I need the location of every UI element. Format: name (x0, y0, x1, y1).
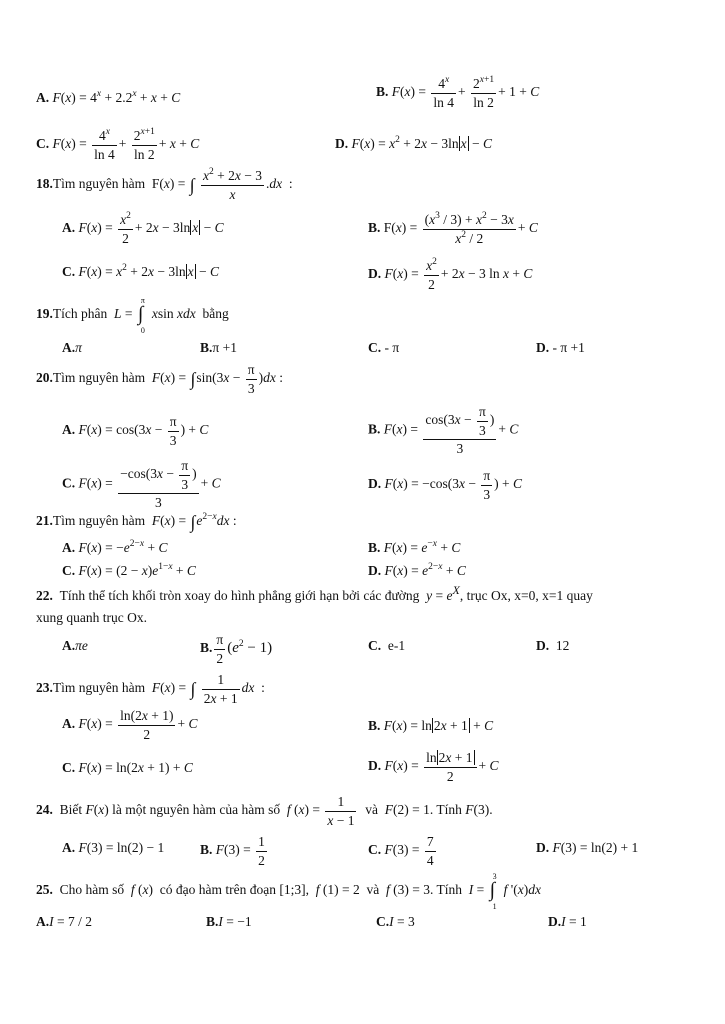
question-number: 24. (36, 802, 53, 818)
q23-option-c[interactable]: C. F(x) = ln(2x + 1) + C (62, 760, 193, 775)
q19-option-b[interactable] (200, 340, 237, 356)
option-text: πe (75, 638, 88, 653)
q20-option-b[interactable]: B. F(x) = cos(3x − $\frac{\pi}{3}$ ) 3 + C (368, 404, 519, 457)
q19-option-d[interactable] (536, 340, 585, 356)
option-label: B. (200, 640, 213, 656)
option-label: B. (200, 842, 213, 858)
question-text: Tính thể tích khối tròn xoay do hình phẳng giới hạn bởi các đường (59, 588, 420, 603)
q24-option-a[interactable]: A. F(3) = ln(2) − 1 (62, 840, 165, 855)
option-label: D. (335, 136, 349, 151)
option-label: B. (200, 340, 213, 355)
integral-symbol: 3 ∫ 1 (489, 872, 497, 911)
option-label: A. (62, 840, 76, 855)
option-label: C. (62, 475, 76, 491)
q20-option-d[interactable]: D. F(x) = −cos(3x − $\frac{\pi}{3}$ ) + C (368, 468, 523, 502)
question-text: Tìm nguyên hàm (52, 513, 146, 528)
q23-option-d[interactable]: D. F(x) = $\frac{\ln 2x + 1}{2}$ + C (368, 750, 499, 784)
question-text-cont: và (366, 882, 380, 898)
question-number: 18. (36, 176, 53, 192)
option-label: C. (368, 842, 382, 858)
option-label: B. (376, 84, 389, 100)
option-label: D. (368, 476, 382, 492)
question-text: Tìm nguyên hàm (52, 370, 146, 386)
option-text: 12 (555, 638, 570, 653)
q17-option-d[interactable]: D. $F(x) = x^2 + 2x - 3\ln$ x − C (335, 135, 492, 151)
option-label: C. (62, 264, 76, 279)
option-label: D. (368, 266, 382, 282)
option-label: A. (62, 340, 76, 355)
q18-option-b[interactable]: B. F(x) = $\frac{(x^3 / 3) + x^2 - 3x}{x^2 / 2}$ + C (368, 211, 538, 246)
q24-option-d[interactable]: D. F(3) = ln(2) + 1 (536, 840, 639, 855)
option-text: - π +1 (552, 340, 585, 355)
q21-option-b[interactable]: B. $F(x) = e^{-x} + C$ (368, 539, 461, 555)
q24-option-b[interactable]: B. F(3) = $\frac{1}{2}$ (200, 834, 265, 868)
option-label: C. (62, 563, 76, 578)
option-label: D. (536, 840, 550, 855)
q20-option-c[interactable]: C. F(x) = −cos(3x − $\frac{\pi}{3}$ ) 3 + C (62, 458, 221, 511)
option-label: C. (376, 914, 390, 929)
q20-option-a[interactable]: A. F(x) = cos(3x − $\frac{\pi}{3}$ ) + C (62, 414, 209, 448)
q21-option-c[interactable]: C. $F(x) = (2 - x)e^{1-x} + C$ (62, 562, 196, 578)
question-text: Cho hàm số (59, 882, 125, 898)
integral-symbol: π ∫ 0 (137, 296, 145, 335)
question-text-cont: có đạo hàm trên đoạn [1;3], (159, 882, 309, 898)
option-label: D. (368, 563, 382, 578)
q25-option-b[interactable]: B.I = −1 (206, 914, 252, 929)
q25-option-c[interactable]: C.I = 3 (376, 914, 415, 929)
q17-option-c[interactable]: C. F(x) = $\frac{4^x}{\ln 4}$ + $\frac{2^{x+1}}{\ln 2}$ + x + C (36, 127, 200, 162)
option-label: A. (36, 914, 50, 929)
q21-option-a[interactable]: A. $F(x) = -e^{2-x} + C$ (62, 539, 168, 555)
option-text: π (75, 340, 82, 355)
q18-option-d[interactable]: D. F(x) = $\frac{x^2}{2}$ + 2x − 3 ln x + C (368, 257, 533, 292)
question-number: 25. (36, 882, 53, 898)
option-label: C. (62, 760, 76, 775)
q22-option-c[interactable] (368, 638, 405, 654)
option-label: B. (368, 718, 381, 733)
q23-option-a[interactable]: A. F(x) = $\frac{\ln(2x + 1)}{2}$ + C (62, 708, 198, 742)
option-label: D. (536, 638, 550, 653)
question-text-cont: . Tính (429, 882, 462, 898)
option-label: A. (62, 422, 76, 438)
question-text-cont: là một nguyên hàm của hàm số (112, 802, 281, 818)
q17-option-b[interactable]: B. F(x) = $\frac{4^x}{\ln 4}$ + $\frac{2^{x+1}}{\ln 2}$ + 1 + C (376, 75, 540, 110)
option-label: B. (368, 421, 381, 437)
question-text: Tìm nguyên hàm (52, 680, 146, 696)
option-label: D. (536, 340, 550, 355)
question-number: 23. (36, 680, 53, 696)
q22-option-b[interactable]: B. $\frac{\pi}{2}$ $(e^2 - 1)$ (200, 632, 273, 666)
option-text: π +1 (212, 340, 237, 355)
question-text-cont: , trục Ox, x=0, x=1 quay (459, 588, 593, 603)
question-text: Tìm nguyên hàm (52, 176, 146, 192)
question-text: Biết (59, 802, 83, 818)
option-label: D. (368, 758, 382, 774)
option-label: A. (62, 540, 76, 555)
q18-option-c[interactable]: C. $F(x) = x^2 + 2x - 3\ln$ x − C (62, 263, 219, 279)
q19-option-c[interactable] (368, 340, 399, 356)
question-text-cont: và (365, 802, 378, 818)
option-label: B. (206, 914, 219, 929)
option-label: C. (368, 638, 382, 653)
option-label: C. (36, 136, 50, 152)
question-number: 22. (36, 588, 53, 603)
option-text: e-1 (387, 638, 406, 653)
option-label: A. (62, 638, 76, 653)
question-number: 21. (36, 513, 53, 528)
q25-option-a[interactable]: A.I = 7 / 2 (36, 914, 92, 929)
question-text-tail: bằng (202, 306, 229, 322)
question-text: Tích phân (52, 306, 108, 322)
q22-option-d[interactable] (536, 638, 569, 654)
option-label: D. (548, 914, 562, 929)
option-label: A. (62, 220, 76, 236)
q21-option-d[interactable]: D. $F(x) = e^{2-x} + C$ (368, 562, 466, 578)
q22-option-a[interactable] (62, 638, 88, 654)
q25-option-d[interactable]: D.I = 1 (548, 914, 587, 929)
option-label: A. (36, 90, 50, 105)
option-label: C. (368, 340, 382, 355)
question-text-cont: . Tính (429, 802, 462, 818)
q17-option-a[interactable]: A. $F(x) = 4^x + 2.2^x + x + C$ (36, 89, 181, 105)
q23-option-b[interactable]: B. F(x) = ln 2x + 1 + C (368, 718, 494, 733)
q24-option-c[interactable]: C. F(3) = $\frac{7}{4}$ (368, 834, 434, 868)
question-number: 19. (36, 306, 53, 322)
option-label: B. (368, 540, 381, 555)
option-label: B. (368, 220, 381, 236)
q18-option-a[interactable]: A. F(x) = $\frac{x^2}{2}$ + 2x − 3ln x − C (62, 211, 224, 246)
question-number: 20. (36, 370, 53, 386)
option-text: - π (384, 340, 400, 355)
option-label: A. (62, 716, 76, 732)
question-text-line2: xung quanh trục Ox. (36, 610, 147, 625)
q19-option-a[interactable] (62, 340, 82, 356)
